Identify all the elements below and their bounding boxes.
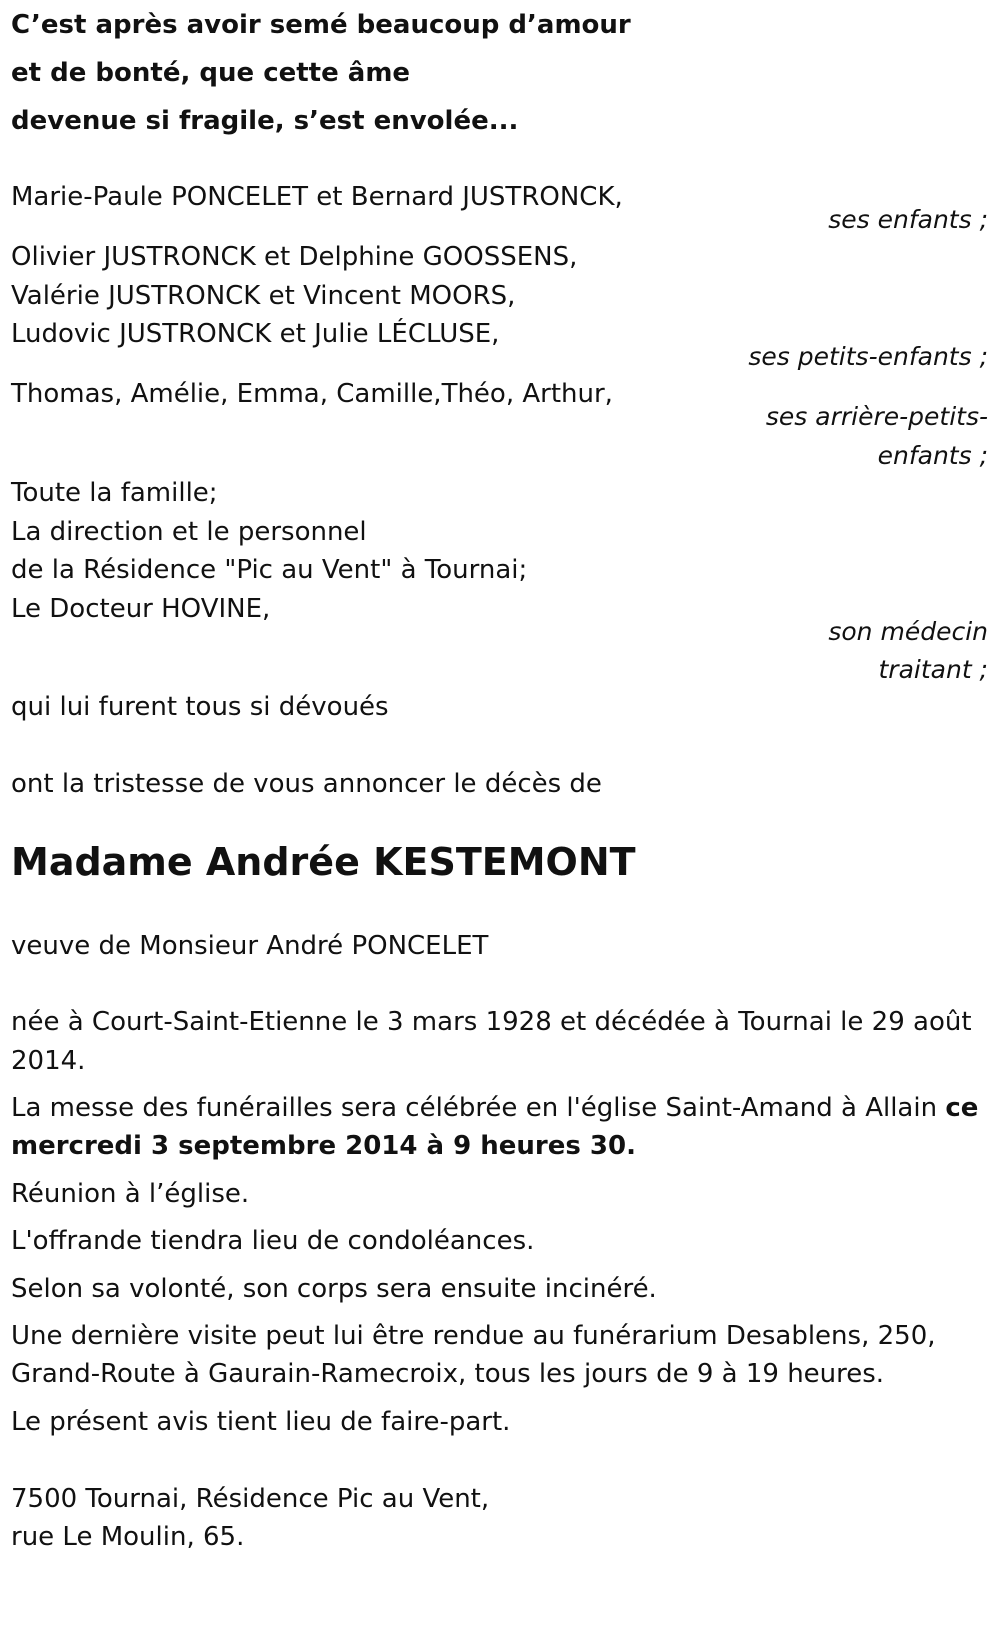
mass-text: La messe des funérailles sera célébrée en l'église Saint-Amand à Allain — [11, 1093, 946, 1123]
doctor-role: son médecin — [828, 617, 988, 646]
visit-line: Grand-Route à Gaurain-Ramecroix, tous les jours de 9 à 19 heures. — [11, 1359, 885, 1389]
intro-line: devenue si fragile, s’est envolée... — [11, 106, 519, 136]
meeting-line: Réunion à l’église. — [11, 1179, 250, 1209]
others-line: Le Docteur HOVINE, — [11, 594, 271, 624]
great-grandchildren-names: Thomas, Amélie, Emma, Camille,Théo, Arthur, — [11, 379, 613, 409]
announce-line: ont la tristesse de vous annoncer le décès de — [11, 769, 602, 799]
address-line: rue Le Moulin, 65. — [11, 1522, 245, 1552]
address-line: 7500 Tournai, Résidence Pic au Vent, — [11, 1484, 490, 1514]
birth-death-line: née à Court-Saint-Etienne le 3 mars 1928 et décédée à Tournai le 29 août — [11, 1007, 972, 1037]
doctor-role: traitant ; — [878, 655, 988, 684]
children-names: Marie-Paule PONCELET et Bernard JUSTRONCK, — [11, 182, 623, 212]
others-line: Toute la famille; — [11, 478, 218, 508]
offering-line: L'offrande tiendra lieu de condoléances. — [11, 1226, 535, 1256]
mass-date: ce — [945, 1093, 979, 1123]
others-line: de la Résidence "Pic au Vent" à Tournai; — [11, 555, 528, 585]
others-line: La direction et le personnel — [11, 517, 367, 547]
visit-line: Une dernière visite peut lui être rendue au funérarium Desablens, 250, — [11, 1321, 936, 1351]
cremation-line: Selon sa volonté, son corps sera ensuite incinéré. — [11, 1274, 657, 1304]
mass-date: mercredi 3 septembre 2014 à 9 heures 30. — [11, 1131, 636, 1161]
notice-line: Le présent avis tient lieu de faire-part. — [11, 1407, 511, 1437]
grandchildren-line: Olivier JUSTRONCK et Delphine GOOSSENS, — [11, 242, 578, 272]
grandchildren-line: Valérie JUSTRONCK et Vincent MOORS, — [11, 281, 516, 311]
grandchildren-role: ses petits-enfants ; — [748, 342, 988, 371]
great-grandchildren-role: enfants ; — [877, 441, 988, 470]
mass-line — [11, 1095, 978, 1121]
intro-line: C’est après avoir semé beaucoup d’amour — [11, 10, 631, 40]
intro-line: et de bonté, que cette âme — [11, 58, 411, 88]
deceased-name: Madame Andrée KESTEMONT — [11, 840, 636, 884]
grandchildren-line: Ludovic JUSTRONCK et Julie LÉCLUSE, — [11, 319, 500, 349]
children-role: ses enfants ; — [828, 205, 988, 234]
birth-death-line: 2014. — [11, 1046, 86, 1076]
great-grandchildren-role: ses arrière-petits- — [765, 402, 988, 431]
devoted-line: qui lui furent tous si dévoués — [11, 692, 389, 722]
widow-of: veuve de Monsieur André PONCELET — [11, 931, 489, 961]
